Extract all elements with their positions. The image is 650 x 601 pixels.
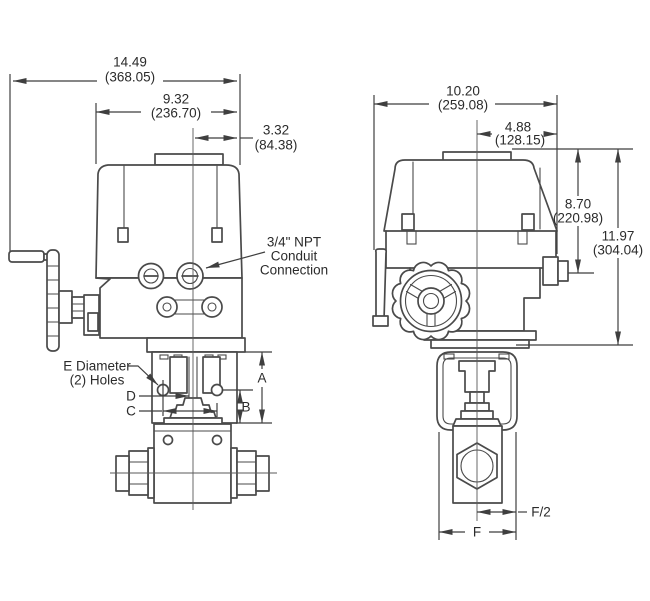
handwheel-hub bbox=[418, 288, 444, 314]
front-gear-section bbox=[386, 231, 556, 268]
dim-side-overall-in: 14.49 bbox=[113, 54, 147, 70]
dim-d-label: D bbox=[126, 388, 136, 404]
side-connector bbox=[543, 257, 558, 285]
callout-conduit-line3: Connection bbox=[259, 262, 329, 278]
dim-front-overall-in: 10.20 bbox=[446, 83, 480, 99]
housing-body bbox=[96, 165, 242, 278]
gearbox-side-step bbox=[88, 313, 98, 331]
declutch-lever bbox=[376, 249, 386, 323]
front-view bbox=[373, 84, 643, 541]
side-actuator-housing bbox=[84, 154, 242, 338]
side-view bbox=[9, 55, 328, 511]
e-hole-right bbox=[212, 385, 223, 396]
dim-side-offset-mm: (84.38) bbox=[254, 137, 298, 153]
callout-conduit-line2: Conduit bbox=[270, 248, 318, 264]
side-valve-body bbox=[110, 424, 277, 503]
body-bolt-right bbox=[213, 436, 222, 445]
dim-f-half-label: F/2 bbox=[531, 504, 551, 520]
dim-conduit-height-in: 8.70 bbox=[564, 196, 592, 212]
pipe-stub-left bbox=[116, 456, 129, 491]
dim-side-overall-mm: (368.05) bbox=[104, 69, 156, 85]
boss-left bbox=[157, 297, 177, 317]
front-clip-left bbox=[402, 214, 414, 230]
dim-a-label: A bbox=[257, 370, 267, 386]
front-flange-lower bbox=[431, 340, 529, 348]
callout-conduit-line1: 3/4" NPT bbox=[266, 234, 322, 250]
callout-holes-line2: (2) Holes bbox=[69, 372, 125, 388]
front-valve-body bbox=[453, 426, 502, 503]
dim-front-offset-mm: (128.15) bbox=[494, 132, 546, 148]
mounting-bracket bbox=[147, 338, 245, 352]
dim-overall-height-in: 11.97 bbox=[601, 228, 635, 244]
dim-b-label: B bbox=[241, 399, 251, 415]
dim-side-housing-in: 9.32 bbox=[162, 91, 190, 107]
pipe-stub-right bbox=[256, 456, 269, 491]
housing-clip-right bbox=[212, 228, 222, 242]
housing-cap bbox=[155, 154, 223, 165]
side-connector-cap bbox=[558, 261, 568, 281]
dim-f-label: F bbox=[472, 524, 482, 540]
dim-front-overall-mm: (259.08) bbox=[437, 97, 489, 113]
housing-clip-left bbox=[118, 228, 128, 242]
dim-c-label: C bbox=[126, 403, 136, 419]
crank-hub bbox=[59, 291, 72, 323]
front-handwheel bbox=[373, 249, 470, 340]
dim-side-housing-mm: (236.70) bbox=[150, 105, 202, 121]
body-bolt-left bbox=[164, 436, 173, 445]
dim-front-offset-in: 4.88 bbox=[504, 119, 532, 135]
dim-conduit-height-mm: (220.98) bbox=[552, 210, 604, 226]
callout-holes-line1: E Diameter bbox=[63, 358, 131, 374]
crank-handle-grip bbox=[9, 251, 44, 262]
front-clip-right bbox=[522, 214, 534, 230]
yoke-panel-left bbox=[170, 357, 187, 393]
boss-right bbox=[202, 297, 222, 317]
dim-side-offset-in: 3.32 bbox=[262, 122, 290, 138]
dim-overall-height-mm: (304.04) bbox=[592, 242, 644, 258]
lever-foot bbox=[373, 316, 388, 326]
